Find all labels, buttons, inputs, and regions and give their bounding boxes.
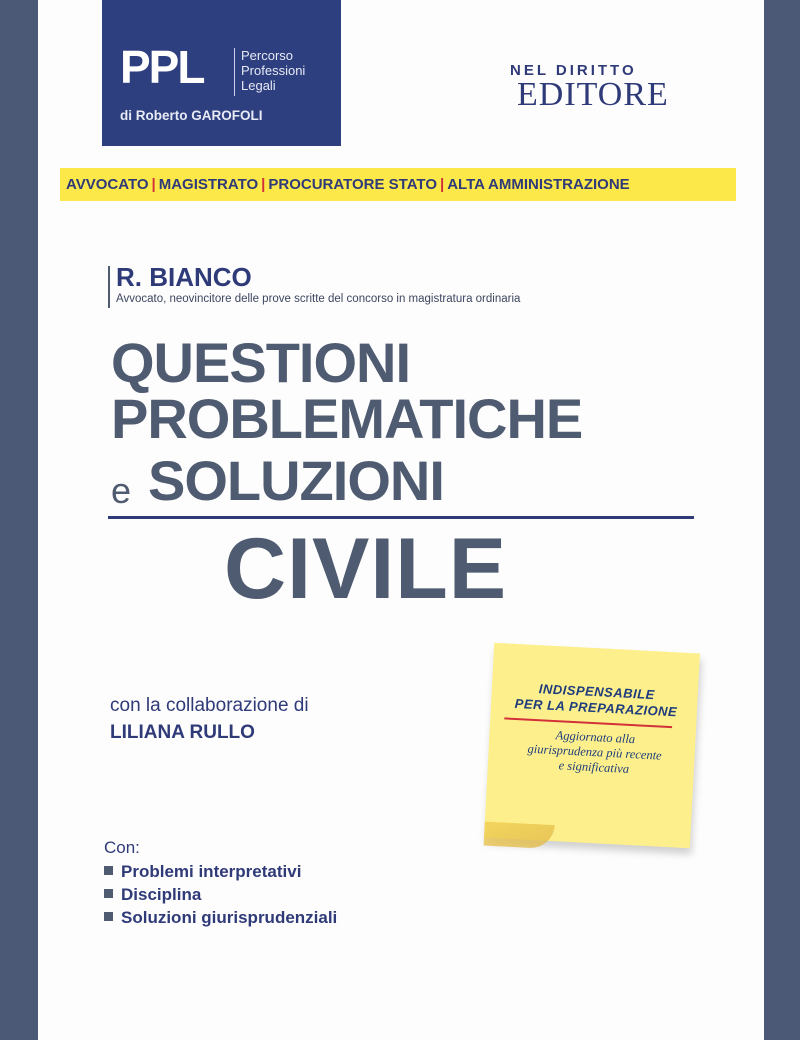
series-subtitle <box>241 48 341 93</box>
author-bar <box>108 266 110 308</box>
series-acronym: PPL <box>120 41 204 93</box>
publisher-line1: NEL DIRITTO <box>510 62 637 79</box>
series-subtitle-line: Percorso <box>241 48 294 63</box>
bullet-icon <box>104 866 113 875</box>
bullet-icon <box>104 889 113 898</box>
career-item: PROCURATORE STATO <box>268 176 437 193</box>
feature-text: Problemi interpretativi <box>121 862 302 881</box>
title-line-3: SOLUZIONI <box>148 449 444 512</box>
career-item: ALTA AMMINISTRAZIONE <box>447 176 630 193</box>
note-body-line: giurisprudenza più recente <box>527 741 663 763</box>
note-headline-line: INDISPENSABILE <box>538 681 656 703</box>
title-rule <box>108 516 694 519</box>
author-name: R. BIANCO <box>116 262 252 292</box>
careers-list <box>66 176 736 193</box>
career-separator: | <box>151 176 156 193</box>
title-connector: e <box>111 470 132 511</box>
publisher-line2: EDITORE <box>517 76 669 113</box>
author-description: Avvocato, neovincitore delle prove scritte del concorso in magistratura ordinaria <box>116 293 521 305</box>
feature-item <box>104 860 337 883</box>
series-subtitle-line: Professioni <box>241 63 306 78</box>
career-item: MAGISTRATO <box>158 176 259 193</box>
series-author: di Roberto GAROFOLI <box>120 108 263 123</box>
bullet-icon <box>104 912 113 921</box>
feature-text: Soluzioni giurisprudenziali <box>121 908 338 927</box>
note-body <box>504 725 686 779</box>
features-list <box>104 860 337 929</box>
series-logo <box>102 0 341 146</box>
features-label: Con: <box>104 838 140 857</box>
collaboration-label: con la collaborazione di <box>110 695 309 716</box>
career-item: AVVOCATO <box>66 176 149 193</box>
title-line-2: PROBLEMATICHE <box>111 387 583 450</box>
feature-item <box>104 906 337 929</box>
title-line-1: QUESTIONI <box>111 331 411 394</box>
feature-item <box>104 883 337 906</box>
note-headline-line: PER LA PREPARAZIONE <box>514 695 678 720</box>
career-separator: | <box>440 176 445 193</box>
career-separator: | <box>261 176 266 193</box>
feature-text: Disciplina <box>121 885 202 904</box>
note-body-line: Aggiornato alla <box>555 728 636 747</box>
series-subtitle-line: Legali <box>241 78 276 93</box>
note-headline <box>505 679 688 720</box>
collaborator-name: LILIANA RULLO <box>110 722 255 743</box>
sticky-note <box>484 643 700 849</box>
title-subject: CIVILE <box>224 521 508 617</box>
note-body-line: e significativa <box>558 758 630 776</box>
series-divider <box>234 48 235 96</box>
